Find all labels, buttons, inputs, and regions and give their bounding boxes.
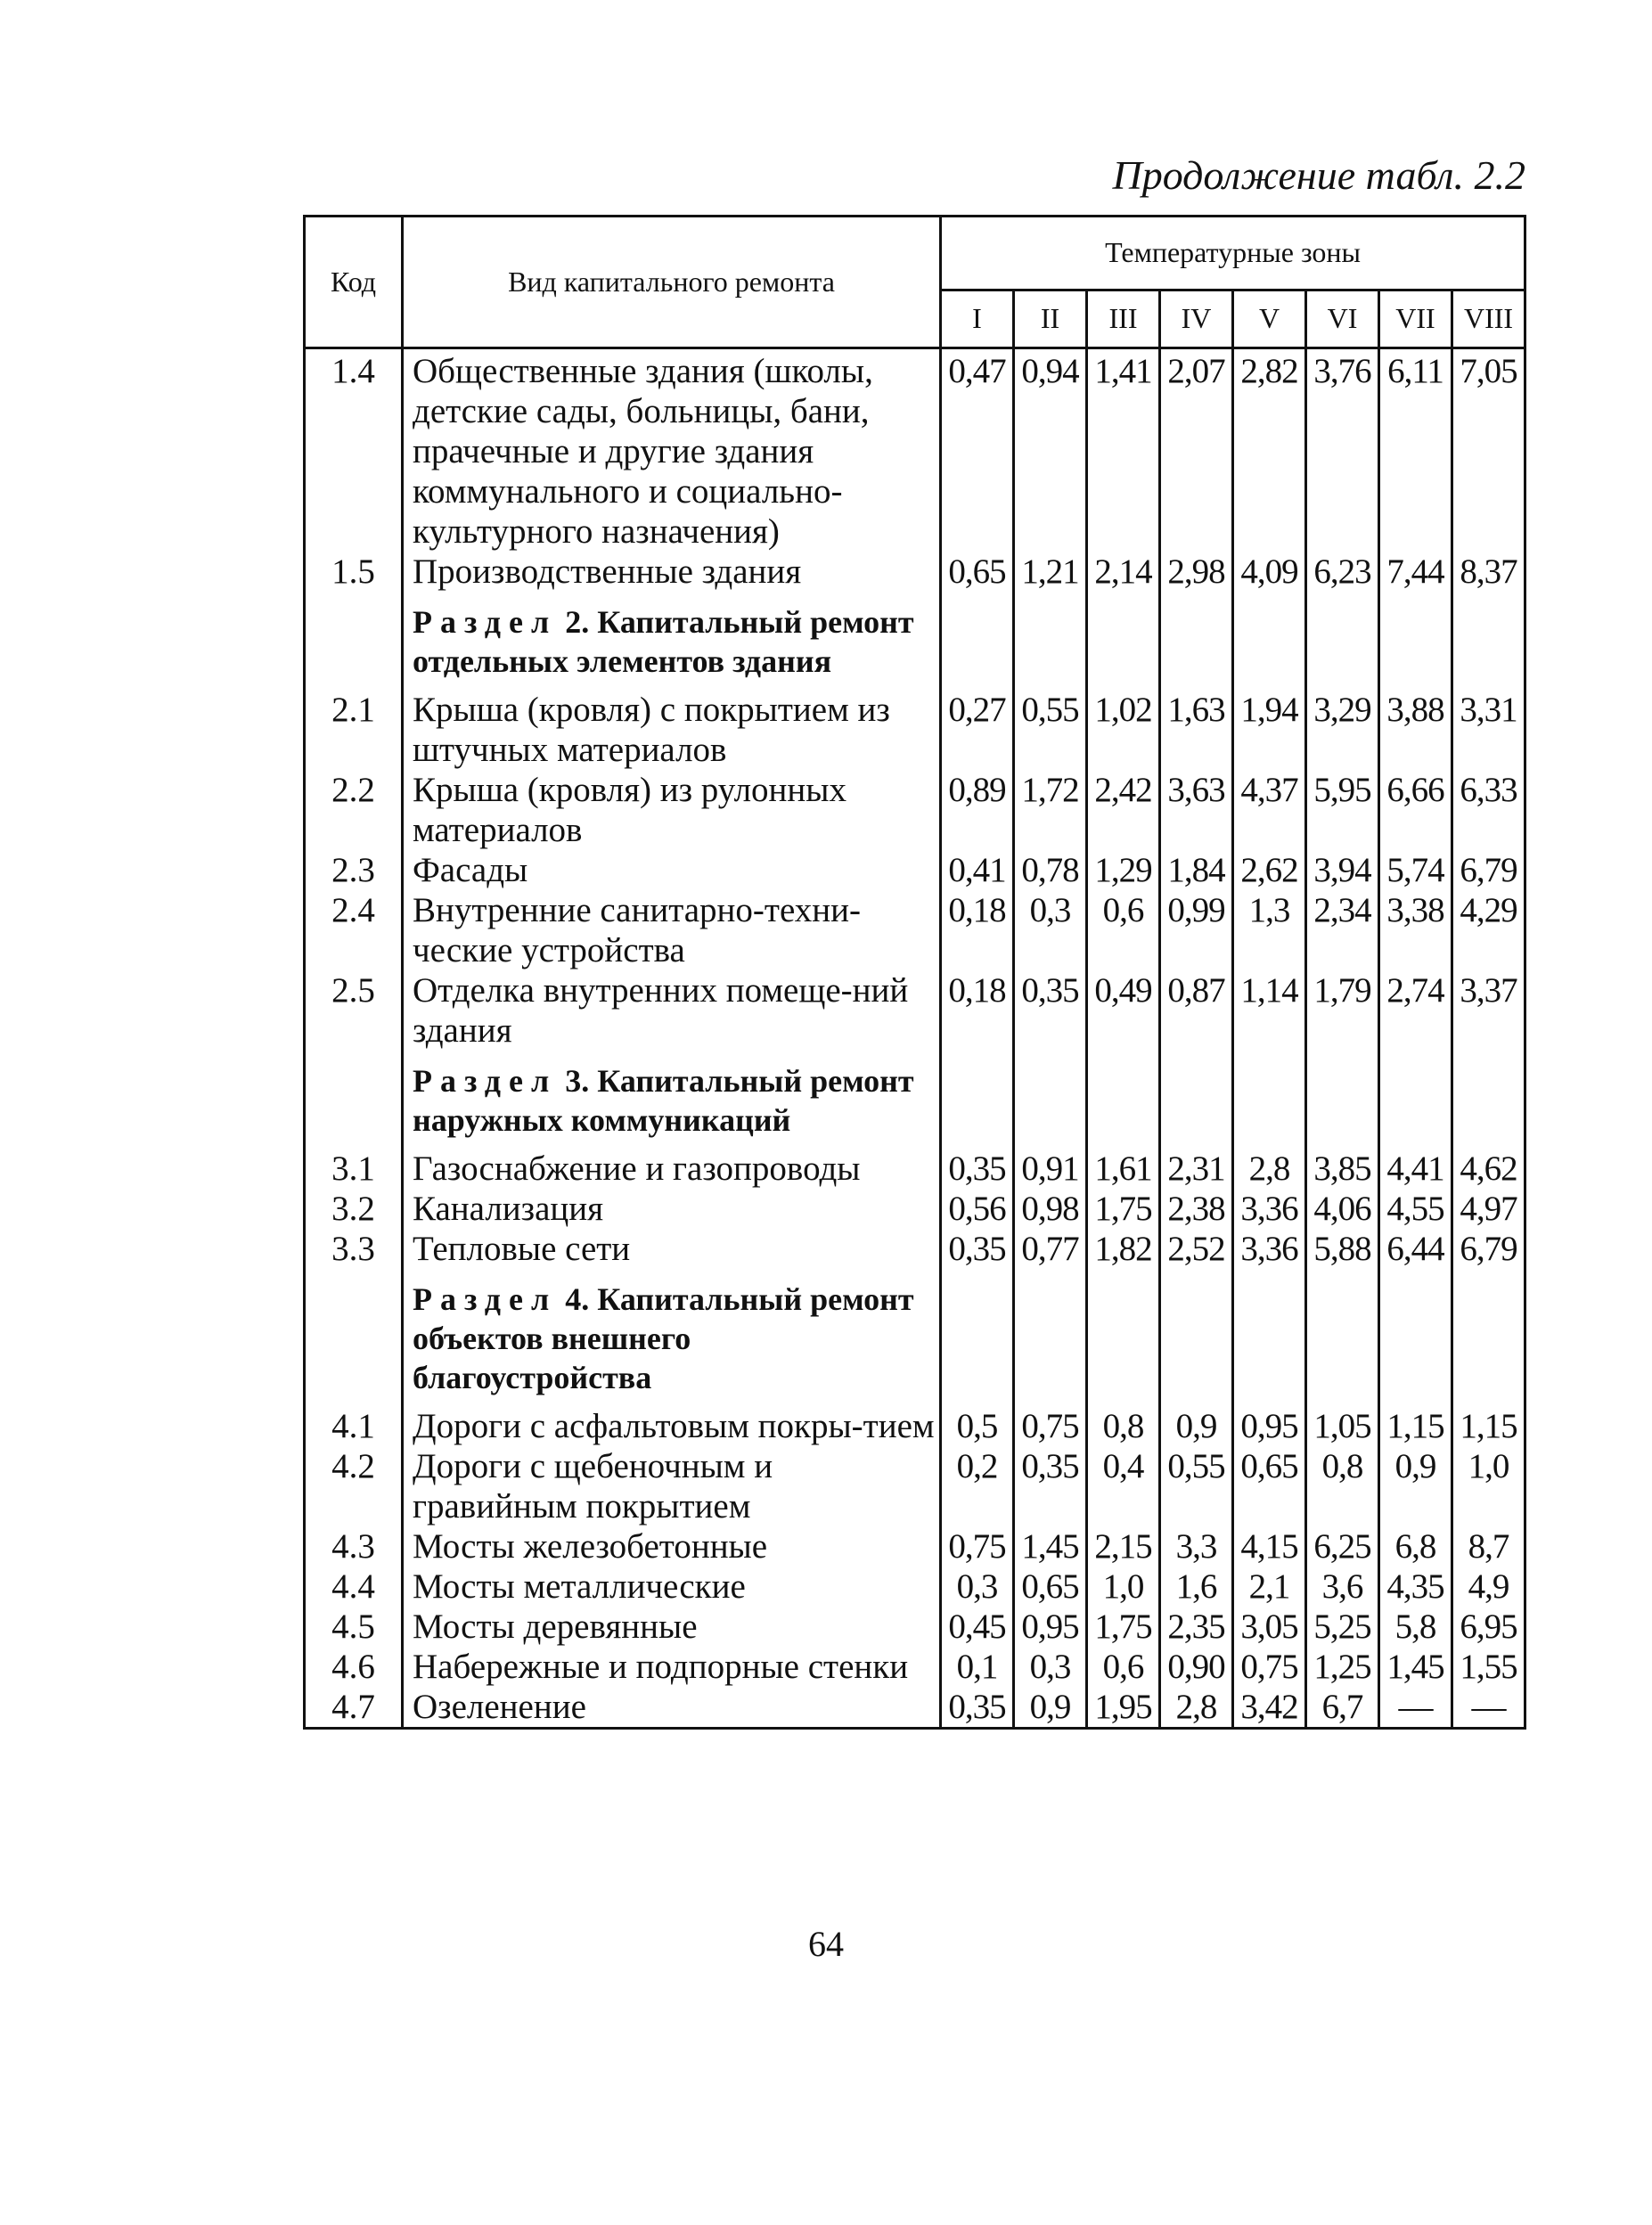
zone-value: 1,94 (1233, 690, 1306, 770)
zone-value: 2,62 (1233, 850, 1306, 890)
zone-value: 2,31 (1160, 1149, 1233, 1189)
zone-value: 3,85 (1306, 1149, 1379, 1189)
zone-value: 5,8 (1379, 1607, 1452, 1647)
empty-cell (1014, 1051, 1087, 1149)
zone-value: 5,74 (1379, 850, 1452, 890)
zone-value: 3,29 (1306, 690, 1379, 770)
table-row (305, 1687, 1525, 1729)
zone-value: 0,89 (941, 770, 1014, 850)
section-title (403, 592, 941, 690)
zone-value: 0,65 (1233, 1446, 1306, 1526)
zone-value: 0,49 (1087, 970, 1160, 1051)
empty-cell (1379, 592, 1452, 690)
zone-value: 4,35 (1379, 1566, 1452, 1607)
zone-value: 4,06 (1306, 1189, 1379, 1229)
empty-cell (941, 1051, 1014, 1149)
row-name: Канализация (403, 1189, 941, 1229)
empty-cell (941, 592, 1014, 690)
zone-value: 0,75 (1014, 1406, 1087, 1446)
zone-value: 3,36 (1233, 1189, 1306, 1229)
zone-value: 0,27 (941, 690, 1014, 770)
empty-cell (1306, 592, 1379, 690)
zone-value: — (1379, 1687, 1452, 1729)
zone-value: 2,42 (1087, 770, 1160, 850)
zone-value: 4,55 (1379, 1189, 1452, 1229)
row-name: Производственные здания (403, 552, 941, 592)
zone-value: 4,9 (1452, 1566, 1525, 1607)
zone-value: 0,6 (1087, 890, 1160, 970)
zone-value: 4,09 (1233, 552, 1306, 592)
header-zone: VIII (1452, 290, 1525, 348)
zone-value: 2,82 (1233, 348, 1306, 552)
zone-value: 6,7 (1306, 1687, 1379, 1729)
zone-value: 1,41 (1087, 348, 1160, 552)
zone-value: 5,95 (1306, 770, 1379, 850)
zone-value: 1,15 (1379, 1406, 1452, 1446)
table-row (305, 770, 1525, 850)
header-zone: VI (1306, 290, 1379, 348)
row-name: Набережные и подпорные стенки (403, 1647, 941, 1687)
zone-value: 1,14 (1233, 970, 1306, 1051)
table-row (305, 1607, 1525, 1647)
row-code: 2.1 (305, 690, 403, 770)
zone-value: 0,65 (1014, 1566, 1087, 1607)
zone-value: 1,75 (1087, 1607, 1160, 1647)
zone-value: 0,55 (1014, 690, 1087, 770)
zone-value: 2,15 (1087, 1526, 1160, 1566)
zone-value: 0,2 (941, 1446, 1014, 1526)
zone-value: 6,66 (1379, 770, 1452, 850)
table-caption: Продолжение табл. 2.2 (1112, 152, 1525, 198)
zone-value: 5,88 (1306, 1229, 1379, 1269)
zone-value: 0,90 (1160, 1647, 1233, 1687)
table-row (305, 552, 1525, 592)
zone-value: 1,61 (1087, 1149, 1160, 1189)
zone-value: 1,0 (1452, 1446, 1525, 1526)
table-row (305, 348, 1525, 552)
empty-cell (1087, 1269, 1160, 1406)
empty-cell (1452, 1269, 1525, 1406)
row-code: 3.2 (305, 1189, 403, 1229)
zone-value: 2,8 (1233, 1149, 1306, 1189)
zone-value: 2,98 (1160, 552, 1233, 592)
zone-value: 0,75 (1233, 1647, 1306, 1687)
zone-value: 1,0 (1087, 1566, 1160, 1607)
section-row (305, 1051, 1525, 1149)
row-name: Мосты металлические (403, 1566, 941, 1607)
table-row (305, 1566, 1525, 1607)
zone-value: 0,8 (1306, 1446, 1379, 1526)
zone-value: 0,9 (1379, 1446, 1452, 1526)
zone-value: 6,25 (1306, 1526, 1379, 1566)
header-zones-title: Температурные зоны (941, 217, 1525, 290)
zone-value: 2,74 (1379, 970, 1452, 1051)
zone-value: 3,94 (1306, 850, 1379, 890)
row-name: Дороги с щебеночным и гравийным покрытием (403, 1446, 941, 1526)
zone-value: 3,31 (1452, 690, 1525, 770)
row-code: 3.1 (305, 1149, 403, 1189)
zone-value: 0,1 (941, 1647, 1014, 1687)
row-name: Общественные здания (школы, детские сады, больницы, бани, прачечные и другие здания коммунального и социально-культурного назначения) (403, 348, 941, 552)
row-name: Внутренние санитарно-техни-ческие устройства (403, 890, 941, 970)
table-row (305, 890, 1525, 970)
zone-value: 6,11 (1379, 348, 1452, 552)
zone-value: 0,9 (1160, 1406, 1233, 1446)
empty-cell (1014, 592, 1087, 690)
zone-value: 2,52 (1160, 1229, 1233, 1269)
zone-value: 1,02 (1087, 690, 1160, 770)
zone-value: 0,9 (1014, 1687, 1087, 1729)
zone-value: 4,41 (1379, 1149, 1452, 1189)
row-code: 4.1 (305, 1406, 403, 1446)
zone-value: 1,3 (1233, 890, 1306, 970)
empty-cell (1379, 1051, 1452, 1149)
zone-value: 1,72 (1014, 770, 1087, 850)
zone-value: 0,56 (941, 1189, 1014, 1229)
zone-value: 0,45 (941, 1607, 1014, 1647)
zone-value: 0,35 (1014, 1446, 1087, 1526)
table-row (305, 970, 1525, 1051)
row-code: 4.6 (305, 1647, 403, 1687)
table-row (305, 1189, 1525, 1229)
row-name: Крыша (кровля) из рулонных материалов (403, 770, 941, 850)
row-name: Озеленение (403, 1687, 941, 1729)
zone-value: — (1452, 1687, 1525, 1729)
empty-cell (1306, 1269, 1379, 1406)
section-title-text: 4. Капитальный ремонт объектов внешнего благоустройства (413, 1281, 914, 1395)
zone-value: 6,8 (1379, 1526, 1452, 1566)
zone-value: 2,07 (1160, 348, 1233, 552)
zone-value: 5,25 (1306, 1607, 1379, 1647)
header-zone: V (1233, 290, 1306, 348)
empty-cell (1233, 1269, 1306, 1406)
zone-value: 1,15 (1452, 1406, 1525, 1446)
zone-value: 2,8 (1160, 1687, 1233, 1729)
row-code: 4.7 (305, 1687, 403, 1729)
row-name: Фасады (403, 850, 941, 890)
zone-value: 7,44 (1379, 552, 1452, 592)
zone-value: 0,4 (1087, 1446, 1160, 1526)
zone-value: 0,95 (1233, 1406, 1306, 1446)
zone-value: 1,79 (1306, 970, 1379, 1051)
row-name: Крыша (кровля) с покрытием из штучных материалов (403, 690, 941, 770)
zone-value: 1,84 (1160, 850, 1233, 890)
zone-value: 2,34 (1306, 890, 1379, 970)
empty-cell (1452, 592, 1525, 690)
zone-value: 2,14 (1087, 552, 1160, 592)
empty-cell (1452, 1051, 1525, 1149)
row-name: Мосты железобетонные (403, 1526, 941, 1566)
zone-value: 4,29 (1452, 890, 1525, 970)
section-prefix: Раздел (413, 1063, 558, 1099)
table-row (305, 850, 1525, 890)
zone-value: 0,18 (941, 890, 1014, 970)
zone-value: 3,88 (1379, 690, 1452, 770)
empty-cell (1014, 1269, 1087, 1406)
header-zone: III (1087, 290, 1160, 348)
row-code: 2.3 (305, 850, 403, 890)
section-title (403, 1051, 941, 1149)
zone-value: 6,44 (1379, 1229, 1452, 1269)
zone-value: 3,42 (1233, 1687, 1306, 1729)
zone-value: 0,87 (1160, 970, 1233, 1051)
zone-value: 0,91 (1014, 1149, 1087, 1189)
table-body (305, 348, 1525, 1729)
zone-value: 0,95 (1014, 1607, 1087, 1647)
zone-value: 4,62 (1452, 1149, 1525, 1189)
empty-cell (1160, 1269, 1233, 1406)
zone-value: 3,36 (1233, 1229, 1306, 1269)
empty-cell (1087, 1051, 1160, 1149)
zone-value: 1,63 (1160, 690, 1233, 770)
zone-value: 3,63 (1160, 770, 1233, 850)
zone-value: 0,35 (941, 1149, 1014, 1189)
table-row (305, 1526, 1525, 1566)
zone-value: 0,3 (1014, 890, 1087, 970)
section-prefix: Раздел (413, 1281, 558, 1317)
table-row (305, 1647, 1525, 1687)
header-code: Код (305, 217, 403, 348)
row-code: 4.2 (305, 1446, 403, 1526)
row-code: 2.4 (305, 890, 403, 970)
header-zone: II (1014, 290, 1087, 348)
row-code: 2.2 (305, 770, 403, 850)
zone-value: 0,3 (941, 1566, 1014, 1607)
row-code: 3.3 (305, 1229, 403, 1269)
header-zone: VII (1379, 290, 1452, 348)
empty-cell (1160, 1051, 1233, 1149)
zone-value: 6,95 (1452, 1607, 1525, 1647)
zone-value: 1,6 (1160, 1566, 1233, 1607)
zone-value: 3,6 (1306, 1566, 1379, 1607)
section-code-cell (305, 592, 403, 690)
zone-value: 3,3 (1160, 1526, 1233, 1566)
empty-cell (1233, 1051, 1306, 1149)
zone-value: 6,23 (1306, 552, 1379, 592)
zone-value: 2,35 (1160, 1607, 1233, 1647)
row-name: Газоснабжение и газопроводы (403, 1149, 941, 1189)
section-title-text: 2. Капитальный ремонт отдельных элементов здания (413, 604, 914, 679)
zone-value: 1,55 (1452, 1647, 1525, 1687)
section-prefix: Раздел (413, 604, 558, 640)
zone-value: 0,35 (1014, 970, 1087, 1051)
table-row (305, 1149, 1525, 1189)
zone-value: 3,76 (1306, 348, 1379, 552)
zone-value: 2,38 (1160, 1189, 1233, 1229)
row-code: 4.4 (305, 1566, 403, 1607)
row-code: 4.3 (305, 1526, 403, 1566)
row-name: Отделка внутренних помеще-ний здания (403, 970, 941, 1051)
section-code-cell (305, 1269, 403, 1406)
zone-value: 0,6 (1087, 1647, 1160, 1687)
empty-cell (941, 1269, 1014, 1406)
zone-value: 3,37 (1452, 970, 1525, 1051)
zone-value: 0,99 (1160, 890, 1233, 970)
zone-value: 0,35 (941, 1229, 1014, 1269)
zone-value: 0,8 (1087, 1406, 1160, 1446)
zone-value: 1,05 (1306, 1406, 1379, 1446)
zone-value: 0,75 (941, 1526, 1014, 1566)
zone-value: 7,05 (1452, 348, 1525, 552)
zone-value: 8,37 (1452, 552, 1525, 592)
zone-value: 8,7 (1452, 1526, 1525, 1566)
page-number: 64 (808, 1924, 844, 1964)
zone-value: 0,5 (941, 1406, 1014, 1446)
zone-value: 0,3 (1014, 1647, 1087, 1687)
zone-value: 1,45 (1379, 1647, 1452, 1687)
zone-value: 0,94 (1014, 348, 1087, 552)
zone-value: 0,35 (941, 1687, 1014, 1729)
zone-value: 3,38 (1379, 890, 1452, 970)
row-name: Тепловые сети (403, 1229, 941, 1269)
zone-value: 1,95 (1087, 1687, 1160, 1729)
zone-value: 0,41 (941, 850, 1014, 890)
section-row (305, 1269, 1525, 1406)
zone-value: 4,97 (1452, 1189, 1525, 1229)
zone-value: 4,15 (1233, 1526, 1306, 1566)
zone-value: 1,25 (1306, 1647, 1379, 1687)
zone-value: 0,55 (1160, 1446, 1233, 1526)
zone-value: 1,45 (1014, 1526, 1087, 1566)
zone-value: 1,21 (1014, 552, 1087, 592)
row-code: 1.4 (305, 348, 403, 552)
zone-value: 4,37 (1233, 770, 1306, 850)
row-code: 4.5 (305, 1607, 403, 1647)
zone-value: 1,82 (1087, 1229, 1160, 1269)
row-code: 1.5 (305, 552, 403, 592)
section-row (305, 592, 1525, 690)
repair-rates-table (303, 215, 1526, 1730)
zone-value: 0,78 (1014, 850, 1087, 890)
header-name: Вид капитального ремонта (403, 217, 941, 348)
empty-cell (1306, 1051, 1379, 1149)
zone-value: 6,79 (1452, 1229, 1525, 1269)
zone-value: 6,33 (1452, 770, 1525, 850)
header-zone: IV (1160, 290, 1233, 348)
empty-cell (1087, 592, 1160, 690)
section-code-cell (305, 1051, 403, 1149)
empty-cell (1379, 1269, 1452, 1406)
zone-value: 1,29 (1087, 850, 1160, 890)
zone-value: 0,77 (1014, 1229, 1087, 1269)
zone-value: 3,05 (1233, 1607, 1306, 1647)
zone-value: 2,1 (1233, 1566, 1306, 1607)
row-name: Мосты деревянные (403, 1607, 941, 1647)
zone-value: 0,65 (941, 552, 1014, 592)
row-code: 2.5 (305, 970, 403, 1051)
table-row (305, 1406, 1525, 1446)
zone-value: 1,75 (1087, 1189, 1160, 1229)
header-zone: I (941, 290, 1014, 348)
row-name: Дороги с асфальтовым покры-тием (403, 1406, 941, 1446)
zone-value: 0,98 (1014, 1189, 1087, 1229)
zone-value: 0,47 (941, 348, 1014, 552)
section-title (403, 1269, 941, 1406)
section-title-text: 3. Капитальный ремонт наружных коммуникаций (413, 1063, 914, 1138)
zone-value: 0,18 (941, 970, 1014, 1051)
table-row (305, 690, 1525, 770)
empty-cell (1160, 592, 1233, 690)
table-row (305, 1446, 1525, 1526)
table-row (305, 1229, 1525, 1269)
zone-value: 6,79 (1452, 850, 1525, 890)
empty-cell (1233, 592, 1306, 690)
